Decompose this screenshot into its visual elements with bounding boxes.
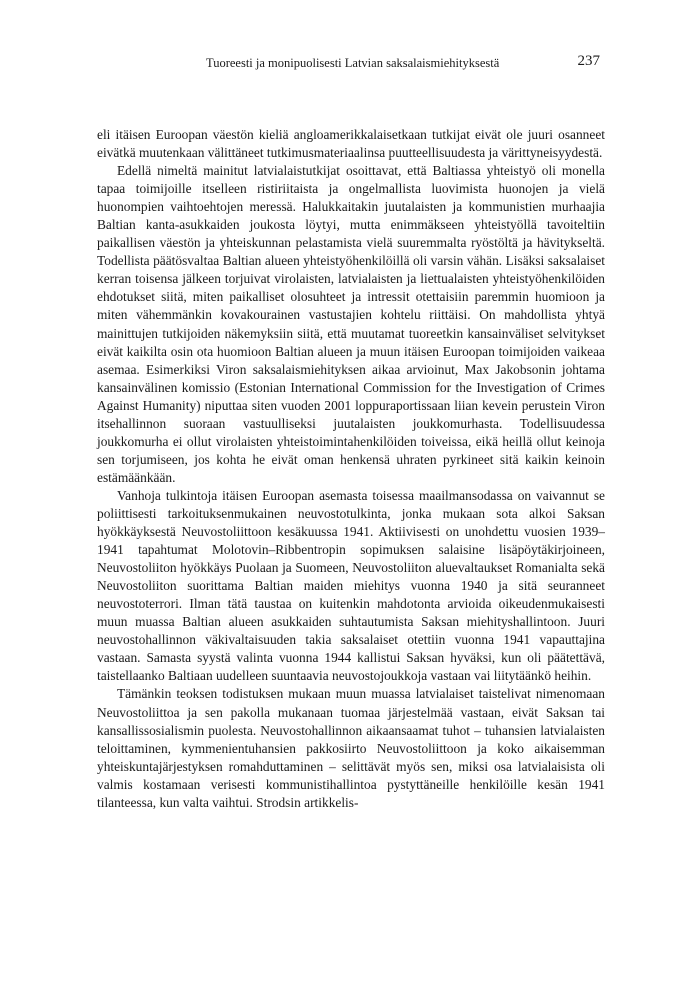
paragraph: Tämänkin teoksen todistuksen mukaan muun muassa latvialaiset taistelivat nimenomaan Neuvostoliittoa ja sen pakolla mukanaan tuomaa järjestelmää vastaan, eivät Saksan tai kansallissosialismin puolesta. Neuvostohallinnon aikaansaamat tuhot – tuhansien latvialaisten teloittaminen, kymmenientuhansien pakkosiirto Neuvostoliittoon ja koko aikaisemman yhteiskuntajärjestyksen romahduttaminen – selittävät myös sen, miksi osa latvialaisista oli valmis kostamaan verisesti kommunistihallintoa pystyttäneille henkilöille kesän 1941 tilanteessa, kun valta vaihtui. Strodsin artikkelis- — [97, 686, 605, 810]
paragraph: Vanhoja tulkintoja itäisen Euroopan asemasta toisessa maailmansodassa on vaivannut se poliittisesti tarkoituksenmukainen neuvostotulkinta, jonka mukaan sota alkoi Saksan hyökkäyksestä Neuvostoliittoon kesäkuussa 1941. Aktiivisesti on unohdettu vuosien 1939–1941 tapahtumat Molotovin–Ribbentropin sopimuksen salaisine lisäpöytäkirjoineen, Neuvostoliiton hyökkäys Puolaan ja Suomeen, Neuvostoliiton aluevaltaukset Romanialta sekä Neuvostoliiton suorittama Baltian maiden miehitys vuonna 1940 ja sitä seuranneet neuvostoterrori. Ilman tätä taustaa on kuitenkin mahdotonta arvioida oikeudenmukaisesti muun muassa Baltian alueen asukkaiden suhtautumista Saksan miehityshallintoon. Juuri neuvostohallinnon väkivaltaisuuden takia saksalaiset otettiin vuonna 1941 vapauttajina vastaan. Samasta syystä valinta vuonna 1944 kallistui Saksan hyväksi, kun oli päätettävä, taistellaanko Baltiaan uudelleen suuntaavia neuvostojoukkoja vastaan vai liitytäänkö heihin. — [97, 487, 605, 684]
body-text — [97, 126, 605, 812]
page-number: 237 — [577, 53, 600, 69]
paragraph: Edellä nimeltä mainitut latvialaistutkijat osoittavat, että Baltiassa yhteistyö oli monella tapaa toimijoille itselleen ristiriitaista ja ongelmallista luovimista huonojen ja vielä huonompien vaihtoehtojen meressä. Halukkaitakin juutalaisten ja kommunistien murhaajia Baltian kanta-asukkaiden joukosta löytyi, mutta enimmäkseen yhteistyöllä tavoiteltiin paikallisen väestön ja yhteiskunnan pelastamista vielä suuremmalta ryöstöltä ja hävitykseltä. Todellista päätösvaltaa Baltian alueen yhteistyöhenkilöillä oli varsin vähän. Lisäksi saksalaiset kerran toisensa jälkeen torjuivat virolaisten, latvialaisten ja liettualaisten yhteistyöhenkilöiden ehdotukset siitä, miten paikalliset olosuhteet ja intressit otettaisiin paremmin huomioon ja miten vähemmänkin kovakourainen vastustajien kohtelu riittäisi. On mahdollista yhtyä mainittujen tutkijoiden näkemyksiin siitä, että muutamat tuoreetkin kansainväliset selvitykset eivät kaikilta osin ota huomioon Baltian alueen ja muun itäisen Euroopan toimijoiden vaikeaa asemaa. Esimerkiksi Viron saksalaismiehityksen aikaa arvioinut, Max Jakobsonin johtama kansainvälinen komissio (Estonian International Commission for the Investigation of Crimes Against Humanity) niputtaa siten vuoden 2001 loppuraportissaan liian kevein perustein Viron itsehallinnon suoraan vastuulliseksi juutalaisten joukkomurhasta. Todellisuudessa joukkomurha ei ollut virolaisten yhteistoimintahenkilöiden toiveissa, eikä heillä ollut keinoja sen torjumiseen, jos kohta he eivät oman henkensä uhraten pyrkineet sitä kaikin keinoin estämäänkään. — [97, 163, 605, 485]
running-title: Tuoreesti ja monipuolisesti Latvian saksalaismiehityksestä — [206, 56, 500, 70]
paragraph-continuation: eli itäisen Euroopan väestön kieliä angloamerikkalaisetkaan tutkijat eivät ole juuri osanneet eivätkä muutenkaan välittäneet tutkimusmateriaalinsa puutteellisuudesta ja värittyneisyydestä. — [97, 127, 605, 161]
